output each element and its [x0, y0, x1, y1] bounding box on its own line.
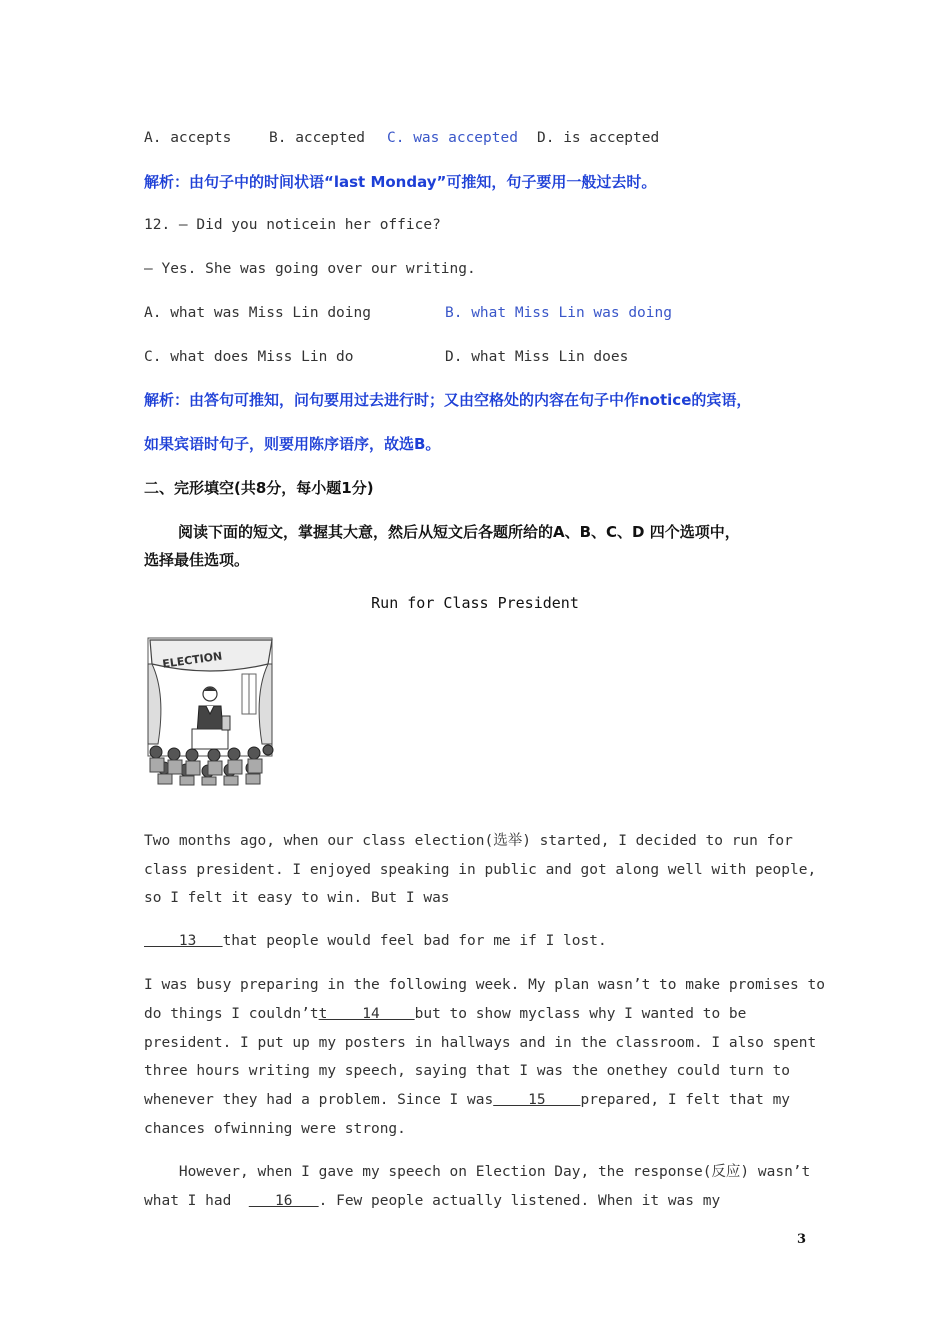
blank-16: 16 — [248, 1193, 319, 1209]
q12-option-b: B. what Miss Lin was doing — [445, 305, 672, 321]
passage-p2-line5b: prepared, I felt that my — [580, 1092, 791, 1108]
passage-p2-line6: chances ofwinning were strong. — [144, 1121, 406, 1137]
blank-14: t 14 — [318, 1006, 415, 1022]
section2-instruction-line2: 选择最佳选项。 — [144, 551, 250, 569]
passage-p1-line2: class president. I enjoyed speaking in public and got along well with people, — [144, 862, 817, 878]
passage-p2-line5 — [144, 1090, 790, 1110]
section2-heading: 二、完形填空(共8分，每小题1分) — [144, 479, 374, 497]
q11-option-c: C. was accepted — [387, 130, 518, 146]
passage-p1-line4 — [144, 931, 607, 951]
passage-p3-line2 — [144, 1191, 720, 1211]
passage-p3-line2b: . Few people actually listened. When it was my — [318, 1193, 721, 1209]
q12-question: 12. — Did you noticein her office? — [144, 217, 441, 233]
q11-option-d: D. is accepted — [537, 130, 660, 146]
blank-15: 15 — [493, 1092, 581, 1108]
section2-instruction-line1: 阅读下面的短文，掌握其大意，然后从短文后各题所给的A、B、C、D 四个选项中， — [178, 523, 740, 541]
q11-analysis: 解析：由句子中的时间状语“last Monday”可推知，句子要用一般过去时。 — [144, 173, 657, 191]
q12-options-row1 — [144, 303, 672, 323]
q12-option-a: A. what was Miss Lin doing — [144, 305, 371, 321]
q11-option-b: B. accepted — [269, 130, 366, 146]
q12-options-row2 — [144, 347, 628, 367]
passage-title: Run for Class President — [371, 594, 579, 612]
passage-p1-line4-text: that people would feel bad for me if I lost. — [222, 933, 607, 949]
passage-p2-line1: I was busy preparing in the following week. My plan wasn’t to make promises to — [144, 977, 825, 993]
q12-option-d: D. what Miss Lin does — [445, 349, 629, 365]
passage-p2-line2 — [144, 1004, 746, 1024]
q12-option-c: C. what does Miss Lin do — [144, 349, 354, 365]
q11-option-a: A. accepts — [144, 130, 232, 146]
election-banner-text: ELECTION — [161, 649, 224, 671]
passage-p2-line3: president. I put up my posters in hallways and in the classroom. I also spent — [144, 1035, 817, 1051]
passage-p2-line2b: but to show myclass why I wanted to be — [414, 1006, 747, 1022]
passage-p2-line2a: do things I couldn’t — [144, 1006, 319, 1022]
passage-p3-line1: However, when I gave my speech on Election Day, the response(反应) wasn’t — [144, 1164, 811, 1180]
election-illustration — [144, 634, 278, 786]
q11-options — [144, 128, 659, 148]
q12-analysis-line2: 如果宾语时句子，则要用陈序语序，故选B。 — [144, 435, 441, 453]
passage-p2-line5a: whenever they had a problem. Since I was — [144, 1092, 494, 1108]
passage-p1-line1: Two months ago, when our class election(选举) started, I decided to run for — [144, 833, 793, 849]
blank-13: 13 — [144, 933, 223, 949]
page-number: 3 — [797, 1232, 807, 1247]
passage-p3-line2a: what I had — [144, 1193, 232, 1209]
q12-analysis-line1: 解析：由答句可推知，问句要用过去进行时；又由空格处的内容在句子中作notice的宾语， — [144, 391, 752, 409]
passage-p2-line4: three hours writing my speech, saying that I was the onethey could turn to — [144, 1063, 791, 1079]
q12-answer: — Yes. She was going over our writing. — [144, 261, 476, 277]
passage-p1-line3: so I felt it easy to win. But I was — [144, 890, 450, 906]
